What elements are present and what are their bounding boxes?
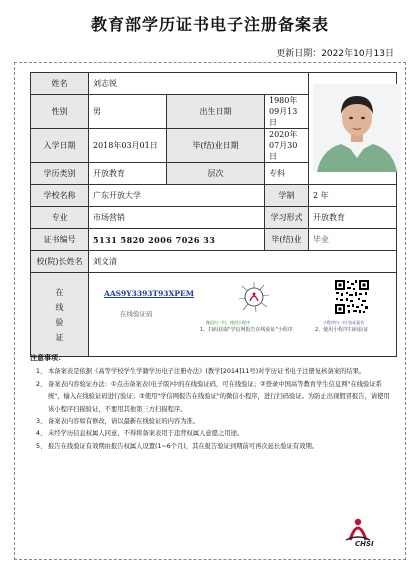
- verification-label-line: 线: [55, 302, 64, 312]
- status-value: 毕业: [309, 229, 397, 251]
- verification-label-line: 在: [55, 287, 64, 297]
- note-number: 1、: [36, 368, 47, 376]
- note-text: 备案表内容如有修改，请以最新在线验证的内容为准。: [48, 418, 200, 426]
- notes-list: [30, 366, 396, 453]
- note-item: [30, 379, 396, 416]
- notes-title: 注意事项：: [30, 354, 65, 362]
- note-item: [30, 416, 396, 428]
- page-title: 教育部学历证书电子注册备案表: [90, 15, 329, 34]
- enroll-label: 入学日期: [31, 129, 89, 163]
- duration-label: 学制: [265, 185, 309, 207]
- verification-step-1: 1、扫码获取"学信网报告在线验证"小程序: [200, 327, 293, 333]
- cert-no-value: 5131 5820 2006 7026 33: [89, 229, 265, 251]
- cert-no-label: 证书编号: [31, 229, 89, 251]
- school-value: 广东开放大学: [89, 185, 265, 207]
- school-label: 学校名称: [31, 185, 89, 207]
- level-label: 层次: [167, 163, 265, 185]
- verification-step-2: 2、使用小程序扫码验证: [315, 327, 369, 333]
- gender-value: 男: [89, 95, 167, 129]
- note-text: 备案表内容验证办法：①点击备案表(电子版)中的在线验证码，可在线验证；②登录中国高等教育学生信息网"在线验证系统"，输入在线验证码进行验证；③使用"学信网报告在线验证"的微信小程序，进行扫码验证。为防止出现假冒报告，请使用该小程序扫描验证，不要用其他第三方扫描程序。: [48, 380, 390, 413]
- major-label: 专业: [31, 207, 89, 229]
- enroll-value: 2018年03月01日: [89, 129, 167, 163]
- form-value: 开放教育: [309, 207, 397, 229]
- photo-cell: [309, 73, 397, 185]
- verification-label: [31, 273, 89, 357]
- portrait-photo: [313, 84, 401, 172]
- note-number: 4、: [36, 430, 47, 438]
- graduate-value: 2020年07月30日: [265, 129, 309, 163]
- duration-value: 2 年: [309, 185, 397, 207]
- note-number: 5、: [36, 442, 47, 450]
- gender-label: 性别: [31, 95, 89, 129]
- verification-label-line: 验: [55, 317, 64, 327]
- major-value: 市场营销: [89, 207, 265, 229]
- principal-value: 刘文清: [89, 251, 397, 273]
- form-label: 学习形式: [265, 207, 309, 229]
- note-item: [30, 366, 396, 378]
- graduate-label: 毕(结)业日期: [167, 129, 265, 163]
- note-text: 报告在线验证有效期由报告权属人设置(1~6个月)，其在报告验证到期前可再次延长验证有效期。: [48, 442, 319, 450]
- notes-section: [30, 352, 396, 453]
- note-item: [30, 441, 396, 453]
- qr-code-icon: [334, 279, 370, 315]
- name-value: 刘志锐: [89, 73, 309, 95]
- verification-code-link[interactable]: AAS9Y3393T93XPEM: [104, 289, 194, 298]
- note-item: [30, 428, 396, 440]
- note-text: 未经学历信息权属人同意，不得将备案表用于违背权属人意愿之用途。: [48, 430, 244, 438]
- wechat-scan-hint: 微信扫一扫，使用小程序: [206, 320, 250, 325]
- chsi-logo-text: CHSI: [355, 540, 374, 548]
- name-label: 姓名: [31, 73, 89, 95]
- mini-program-qr-icon: [236, 279, 272, 315]
- note-number: 2、: [36, 380, 47, 388]
- note-text: 本备案表是依据《高等学校学生学籍学历电子注册办法》(教学[2014]11号)对学历证书电子注册复核备案的结果。: [48, 368, 366, 376]
- verification-label-line: 证: [55, 332, 64, 342]
- category-value: 开放教育: [89, 163, 167, 185]
- birth-value: 1980年09月13日: [265, 95, 309, 129]
- update-date: 更新日期：2022年10月13日: [276, 49, 394, 59]
- level-value: 专科: [265, 163, 309, 185]
- verification-code-label: 在线验证码: [120, 310, 153, 318]
- mini-program-scan-hint: 小程序扫一扫 验证报告: [323, 320, 365, 325]
- category-label: 学历类别: [31, 163, 89, 185]
- note-number: 3、: [36, 418, 47, 426]
- principal-label: 校(院)长姓名: [31, 251, 89, 273]
- birth-label: 出生日期: [167, 95, 265, 129]
- status-label: 毕(结)业: [265, 229, 309, 251]
